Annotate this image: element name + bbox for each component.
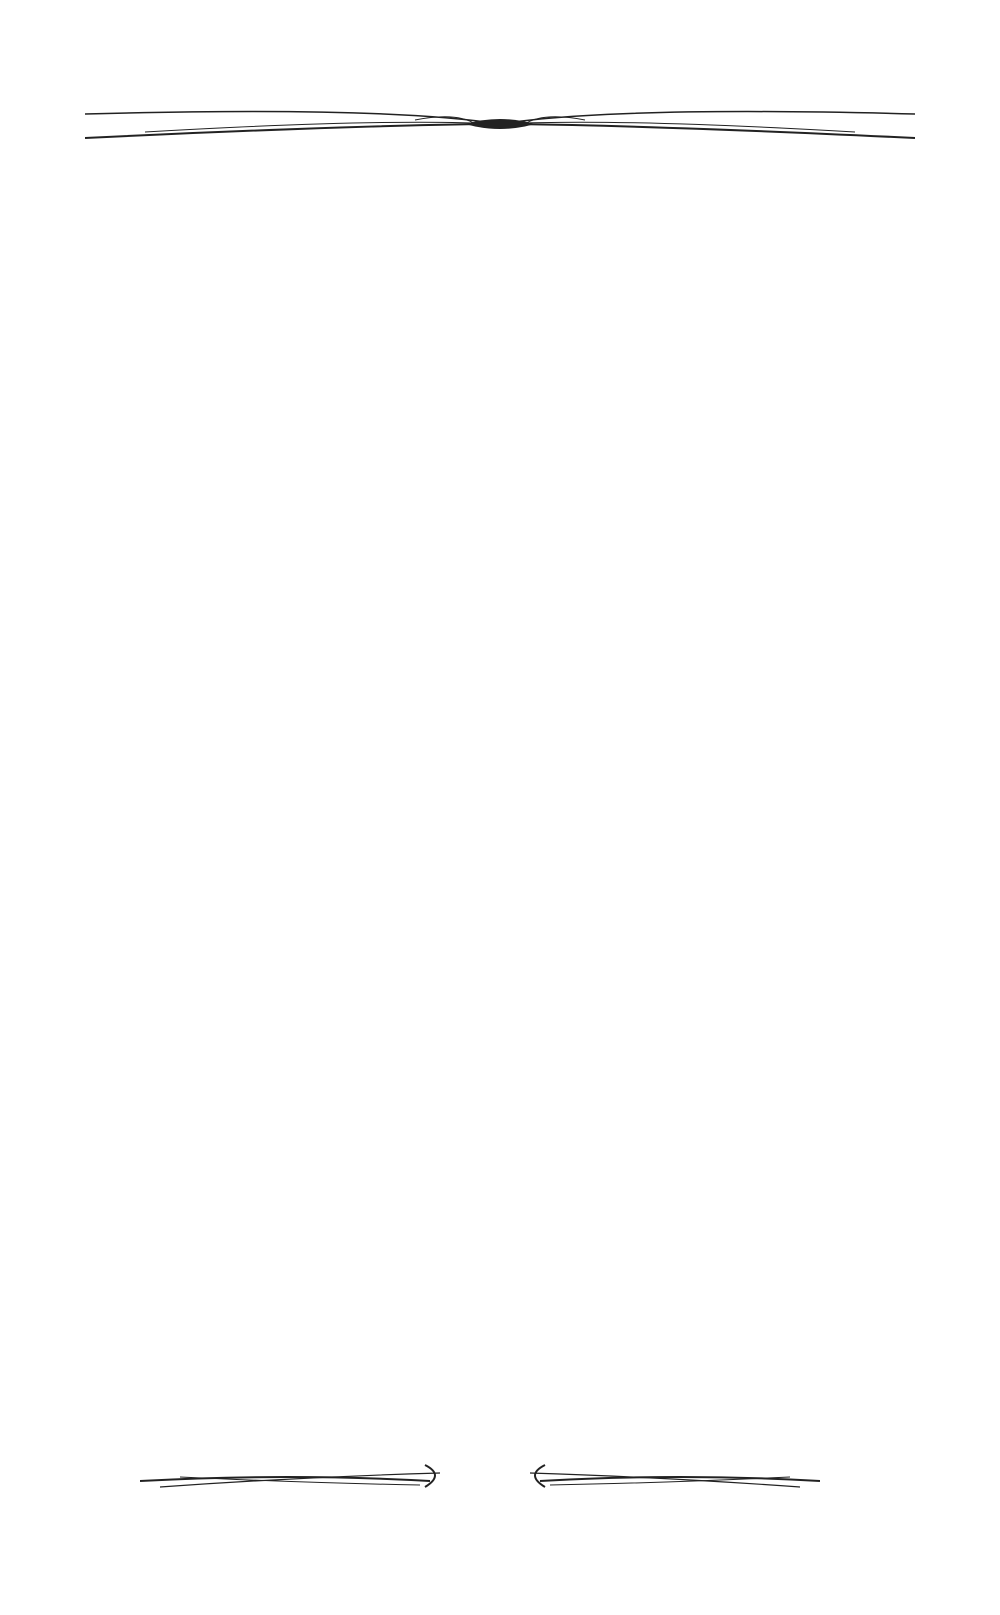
ornament-footer-right xyxy=(530,1459,820,1491)
section-heading-appendices xyxy=(90,206,910,237)
ornament-footer-left xyxy=(140,1459,450,1491)
table-of-contents xyxy=(90,176,910,327)
ornament-top-divider xyxy=(85,108,915,148)
subsection-heading xyxy=(90,298,910,327)
page-footer xyxy=(0,1455,1000,1495)
section-heading-practical xyxy=(90,267,910,298)
